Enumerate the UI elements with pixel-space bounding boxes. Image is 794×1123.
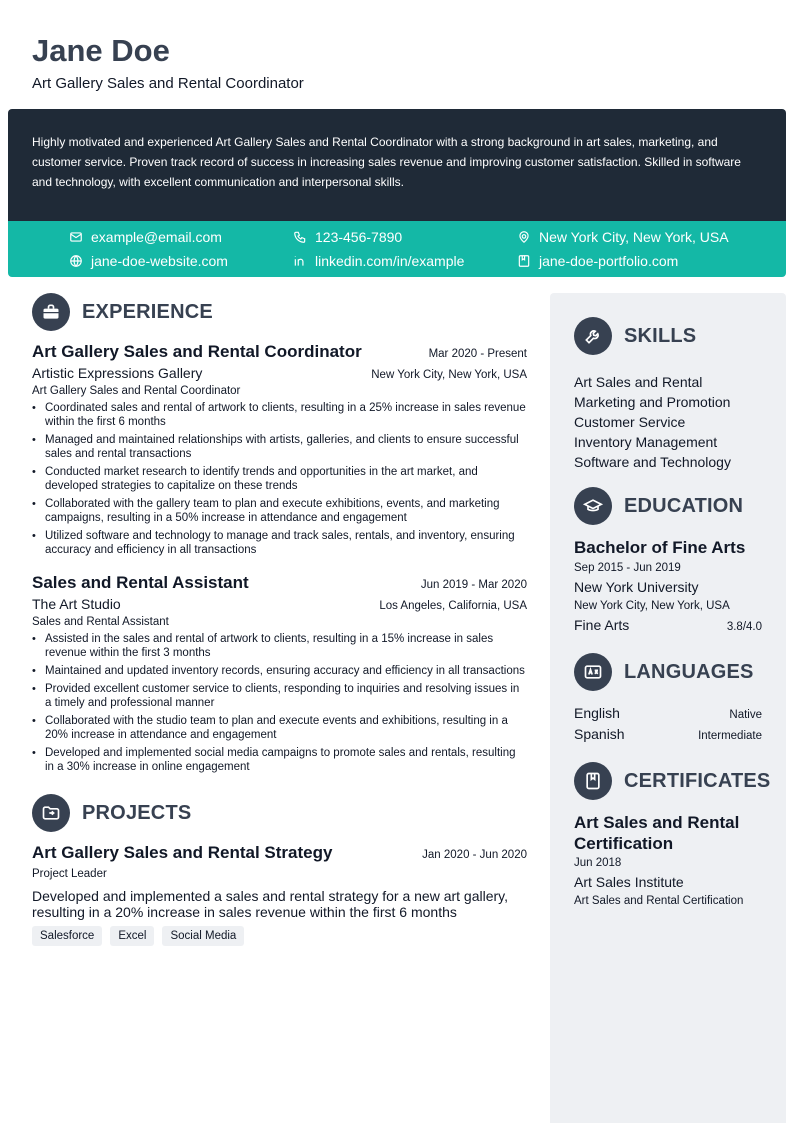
summary-text: Highly motivated and experienced Art Gallery Sales and Rental Coordinator with a strong background in art sales, marketing, and customer service. Proven track record of success in increasing sales revenue and improving customer satisfaction. Skilled in software and technology, with excellent communication and interpersonal skills. [32,135,741,189]
contact-phone[interactable] [293,227,402,247]
projects-section-header [32,794,527,832]
list-item: Customer Service [574,414,686,430]
portfolio-text: jane-doe-portfolio.com [539,253,679,269]
skills-list [574,372,762,472]
contact-email[interactable] [69,227,222,247]
language-level: Native [729,709,762,721]
main-column [32,293,527,946]
folder-icon [32,794,70,832]
certificate-entry [574,812,762,910]
languages-section-header [574,653,762,691]
list-item: • Utilized software and technology to manage and track sales, rentals, and inventory, ensuring accuracy and efficiency in all transactions [32,529,527,557]
project-entry [32,842,527,946]
briefcase-icon [32,293,70,331]
list-item: • Provided excellent customer service to clients, responding to inquiries and resolving issues in a timely and professional manner [32,682,527,710]
candidate-title: Art Gallery Sales and Rental Coordinator [32,75,304,92]
language-name: Spanish [574,726,625,742]
sidebar [550,293,786,1123]
list-item: • Collaborated with the gallery team to plan and execute exhibitions, events, and marketing campaigns, resulting in a 50% increase in attendance and engagement [32,497,527,525]
job-bullets [32,401,527,557]
graduation-cap-icon [574,487,612,525]
languages-list [574,703,762,745]
education-title: EDUCATION [624,494,744,517]
wrench-icon [574,317,612,355]
gpa: 3.8/4.0 [726,621,762,633]
list-item: • Maintained and updated inventory records, ensuring accuracy and efficiency in all transactions [32,664,527,678]
field-of-study: Fine Arts [574,617,630,633]
experience-section-header [32,293,527,331]
experience-entry [32,572,527,774]
email-text: example@email.com [91,229,222,245]
website-text: jane-doe-website.com [91,253,228,269]
school-location: New York City, New York, USA [574,600,730,612]
education-entry [574,537,762,636]
list-item: Inventory Management [574,434,718,450]
projects-title: PROJECTS [82,801,192,824]
certificate-date: Jun 2018 [574,857,622,869]
skills-title: SKILLS [624,324,697,347]
tag: Excel [110,926,154,946]
certificate-issuer: Art Sales Institute [574,874,684,890]
list-item: Art Sales and Rental [574,374,703,390]
location-text: New York City, New York, USA [539,229,729,245]
job-location: New York City, New York, USA [371,369,527,381]
project-title: Art Gallery Sales and Rental Strategy [32,843,333,862]
job-role: Sales and Rental Assistant [32,616,169,628]
job-date: Mar 2020 - Present [428,348,527,360]
job-title: Sales and Rental Assistant [32,573,249,592]
project-description: Developed and implemented a sales and rental strategy for a new art gallery, resulting in a 20% increase in sales revenue within the first 6 months [32,888,509,920]
list-item [574,724,762,745]
skills-section-header [574,317,762,355]
project-date: Jan 2020 - Jun 2020 [422,849,527,861]
company-name: Artistic Expressions Gallery [32,365,203,381]
certificates-section-header [574,762,771,800]
list-item: • Conducted market research to identify trends and opportunities in the art market, and developed strategies to capitalize on these trends [32,465,527,493]
job-title: Art Gallery Sales and Rental Coordinator [32,342,362,361]
contact-portfolio[interactable] [517,251,678,271]
certificates-title: CERTIFICATES [624,769,771,792]
company-name: The Art Studio [32,596,121,612]
experience-title: EXPERIENCE [82,300,213,323]
list-item: • Managed and maintained relationships with artists, galleries, and clients to ensure successful sales and rental transactions [32,433,527,461]
list-item: Marketing and Promotion [574,394,731,410]
list-item [574,703,762,724]
certificate-book-icon [574,762,612,800]
list-item: • Coordinated sales and rental of artwork to clients, resulting in a 25% increase in sales revenue within the first 6 months [32,401,527,429]
list-item: Software and Technology [574,454,731,470]
degree: Bachelor of Fine Arts [574,538,746,557]
certificate-title: Art Sales and Rental Certification [574,813,740,853]
language-level: Intermediate [698,730,762,742]
job-role: Art Gallery Sales and Rental Coordinator [32,385,241,397]
contact-website[interactable] [69,251,228,271]
job-location: Los Angeles, California, USA [379,600,527,612]
resume-header [32,33,304,94]
project-tags [32,926,527,946]
portfolio-icon [517,254,531,268]
globe-icon [69,254,83,268]
job-date: Jun 2019 - Mar 2020 [420,579,527,591]
translate-icon [574,653,612,691]
summary-panel [8,109,786,221]
contact-location [517,227,729,247]
tag: Salesforce [32,926,102,946]
phone-text: 123-456-7890 [315,229,403,245]
linkedin-text: linkedin.com/in/example [315,253,465,269]
languages-title: LANGUAGES [624,660,754,683]
tag: Social Media [162,926,244,946]
phone-icon [293,230,307,244]
location-pin-icon [517,230,531,244]
mail-icon [69,230,83,244]
education-section-header [574,487,762,525]
certificate-description: Art Sales and Rental Certification [574,895,744,907]
contact-bar [8,221,786,277]
list-item: • Collaborated with the studio team to plan and execute events and exhibitions, resulting in a 20% increase in attendance and engagement [32,714,527,742]
language-name: English [574,705,620,721]
experience-entry [32,341,527,557]
job-bullets [32,632,527,774]
candidate-name: Jane Doe [32,33,170,68]
project-role: Project Leader [32,868,107,880]
contact-linkedin[interactable] [293,251,464,271]
list-item: • Developed and implemented social media campaigns to promote sales and rentals, resulting in a 30% increase in online engagement [32,746,527,774]
linkedin-icon [293,254,307,268]
list-item: • Assisted in the sales and rental of artwork to clients, resulting in a 15% increase in sales revenue within the first 3 months [32,632,527,660]
education-date: Sep 2015 - Jun 2019 [574,562,681,574]
school-name: New York University [574,579,699,595]
